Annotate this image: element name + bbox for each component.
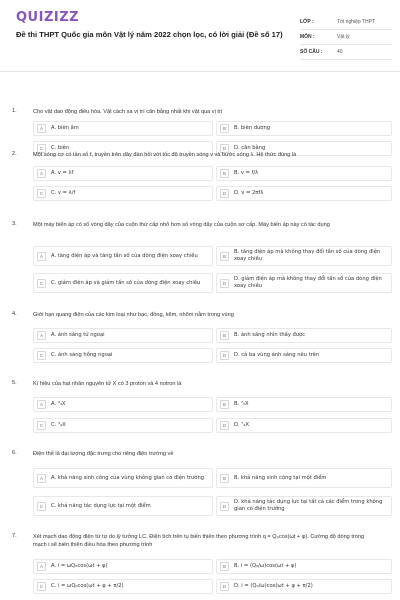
option-letter: B: [220, 331, 229, 340]
option-letter: B: [220, 562, 229, 571]
option-b[interactable]: [216, 468, 392, 488]
option-letter: A: [37, 562, 46, 571]
option-letter: A: [37, 252, 46, 261]
option-letter: C: [37, 189, 46, 198]
option-b[interactable]: [216, 328, 392, 343]
option-d[interactable]: [216, 186, 392, 201]
option-text: A. v = λf: [51, 170, 74, 176]
option-letter: B: [220, 400, 229, 409]
option-letter: A: [37, 124, 46, 133]
option-text: B. ánh sáng nhìn thấy được: [234, 332, 306, 338]
option-text: D. cân bằng: [234, 145, 266, 151]
option-c[interactable]: [33, 418, 213, 433]
option-letter: C: [37, 351, 46, 360]
option-c[interactable]: [33, 348, 213, 363]
option-b[interactable]: [216, 559, 392, 574]
option-letter: B: [220, 169, 229, 178]
option-text: C. ³₄X: [51, 422, 66, 428]
option-letter: D: [220, 421, 229, 430]
question-text: Giới hạn quang điện của các kim loại như bạc, đồng, kẽm, nhôm nằm trong vùng: [33, 312, 234, 318]
option-letter: B: [220, 474, 229, 483]
option-text: C. biên: [51, 145, 70, 151]
option-d[interactable]: [216, 348, 392, 363]
option-b[interactable]: [216, 246, 392, 266]
option-text: C. i = ωQ₀cos(ωt + φ + π/2): [51, 583, 124, 589]
document-title: Đề thi THPT Quốc gia môn Vật lý năm 2022 chọn lọc, có lời giải (Đề số 17): [16, 30, 283, 39]
option-text: B. khả năng sinh công tại một điểm: [234, 474, 327, 481]
question-number: 7.: [12, 533, 17, 539]
question-number: 3.: [12, 221, 17, 227]
option-text: A. biên âm: [51, 125, 79, 131]
question-number: 5.: [12, 380, 17, 386]
option-letter: C: [37, 582, 46, 591]
meta-label: MÔN :: [300, 34, 315, 40]
option-text: B. v = f/λ: [234, 170, 259, 176]
question-text: Xét mạch dao động điện từ tự do lý tưởng LC. Điện tích trên tụ biến thiên theo phương trình q = Q₀cos(ωt + φ). Cường độ dòng trong mạch i sẽ biến thiên điều hòa theo phương trình: [33, 534, 365, 548]
option-text: D. giảm điện áp mà không thay đổi tần số của dòng điện xoay chiều: [234, 276, 382, 289]
option-text: B. tăng điện áp mà không thay đổi tần số của dòng điện xoay chiều: [234, 249, 381, 262]
meta-label: LỚP :: [300, 19, 314, 25]
option-letter: D: [220, 582, 229, 591]
option-text: A. i = ωQ₀cos(ωt + φ): [51, 563, 108, 569]
option-letter: A: [37, 474, 46, 483]
question-text: Một máy biến áp có số vòng dây của cuộn thứ cấp nhỏ hơn số vòng dây của cuộn sơ cấp. Máy biến áp này có tác dụng: [33, 222, 330, 228]
option-letter: B: [220, 124, 229, 133]
quizizz-logo: QUIZIZZ: [16, 10, 80, 25]
question-number: 2.: [12, 151, 17, 157]
option-a[interactable]: [33, 121, 213, 136]
option-text: B. ⁷₃X: [234, 401, 249, 407]
option-text: D. v = 2πfλ: [234, 190, 264, 196]
option-c[interactable]: [33, 273, 213, 293]
option-letter: D: [220, 351, 229, 360]
option-a[interactable]: [33, 468, 213, 488]
option-letter: A: [37, 331, 46, 340]
option-text: B. i = (Q₀/ω)cos(ωt + φ): [234, 563, 297, 569]
option-d[interactable]: [216, 418, 392, 433]
option-letter: C: [37, 421, 46, 430]
option-letter: C: [37, 144, 46, 153]
document-header: [0, 0, 400, 72]
option-text: C. v = λ/f: [51, 190, 76, 196]
option-letter: C: [37, 279, 46, 288]
option-text: A. khả năng sinh công của vùng không gian có điện trường: [51, 474, 205, 481]
option-d[interactable]: [216, 273, 392, 293]
meta-info: [300, 15, 392, 60]
meta-row-class: [300, 15, 392, 30]
question-text: Điện thế là đại lượng đặc trưng cho riêng điện trường về: [33, 451, 174, 457]
option-text: A. tăng điện áp và tăng tần số của dòng điện xoay chiều: [51, 252, 198, 259]
option-text: A. ánh sáng tử ngoại: [51, 332, 105, 338]
option-letter: A: [37, 169, 46, 178]
question-number: 6.: [12, 450, 17, 456]
option-letter: D: [220, 279, 229, 288]
meta-row-subject: [300, 30, 392, 45]
option-letter: A: [37, 400, 46, 409]
option-b[interactable]: [216, 166, 392, 181]
option-c[interactable]: [33, 496, 213, 516]
meta-value: Vật lý: [337, 34, 350, 40]
option-b[interactable]: [216, 397, 392, 412]
question-number: 1.: [12, 108, 17, 114]
option-letter: C: [37, 502, 46, 511]
option-text: A. ⁴₃X: [51, 401, 66, 407]
option-text: D. i = (Q₀/ω)cos(ωt + φ + π/2): [234, 583, 313, 589]
question-text: Cho vật dao động điều hòa. Vật cách xa vị trí cân bằng nhất khi vật qua vị trí: [33, 109, 223, 115]
option-text: D. ⁷₄X: [234, 422, 250, 428]
option-a[interactable]: [33, 328, 213, 343]
option-c[interactable]: [33, 186, 213, 201]
option-a[interactable]: [33, 166, 213, 181]
meta-label: SỐ CÂU :: [300, 49, 323, 55]
meta-value: 40: [337, 49, 343, 55]
option-letter: B: [220, 252, 229, 261]
option-letter: D: [220, 189, 229, 198]
meta-value: Tốt nghiệp THPT: [337, 19, 375, 25]
option-text: D. khả năng tác dụng lực tại tất cả các điểm trong không gian có điện trường: [234, 499, 383, 512]
option-text: D. cả ba vùng ánh sáng nêu trên: [234, 352, 320, 358]
option-d[interactable]: [216, 579, 392, 594]
option-text: C. ánh sáng hồng ngoại: [51, 352, 113, 358]
question-number: 4.: [12, 311, 17, 317]
option-a[interactable]: [33, 397, 213, 412]
option-d[interactable]: [216, 496, 392, 516]
meta-row-count: [300, 45, 392, 60]
option-text: C. khả năng tác dụng lực tại một điểm: [51, 502, 151, 509]
option-b[interactable]: [216, 121, 392, 136]
option-letter: D: [220, 502, 229, 511]
option-a[interactable]: [33, 246, 213, 266]
question-text: Kí hiệu của hạt nhân nguyên tử X có 3 proton và 4 notron là: [33, 381, 182, 387]
option-text: B. biên dương: [234, 125, 271, 131]
option-text: C. giảm điện áp và giảm tần số của dòng điện xoay chiều: [51, 279, 201, 286]
option-c[interactable]: [33, 579, 213, 594]
option-a[interactable]: [33, 559, 213, 574]
question-text: Một sóng cơ có tần số f, truyền trên dây đàn hồi với tốc độ truyền sóng v và bước sóng λ. Hệ thức đúng là: [33, 152, 297, 158]
option-letter: D: [220, 144, 229, 153]
